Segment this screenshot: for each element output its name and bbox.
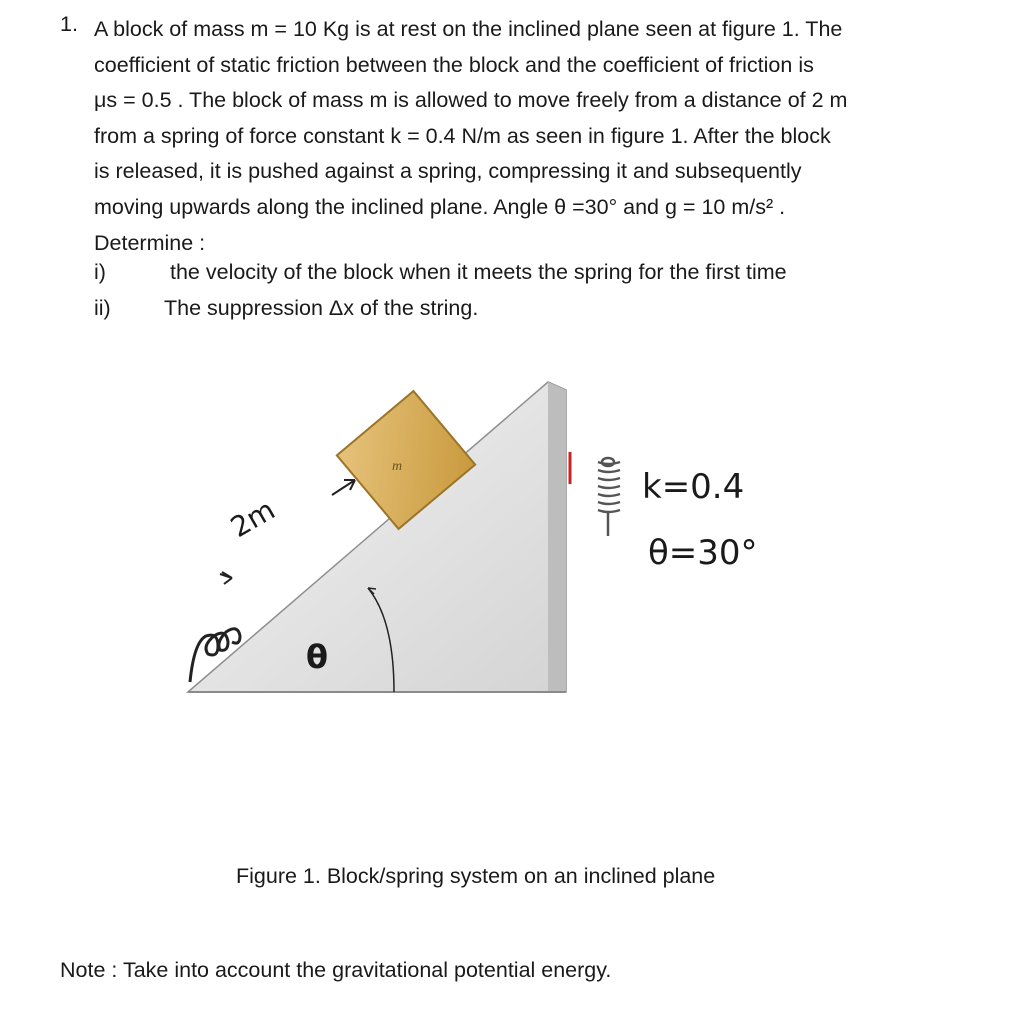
question-line-7: Determine : — [94, 230, 206, 255]
distance-arrow — [220, 572, 232, 584]
block-label: m — [392, 459, 403, 474]
question-line-3: μs = 0.5 . The block of mass m is allowed to move freely from a distance of 2 m — [94, 88, 848, 113]
question-line-4: from a spring of force constant k = 0.4 N/m as seen in figure 1. After the block — [94, 123, 831, 148]
subpart-label-ii: ii) — [94, 296, 111, 320]
note-text: Note : Take into account the gravitational potential energy. — [60, 958, 612, 982]
incline-wedge-side — [548, 382, 566, 692]
annotation-k: k=0.4 — [642, 467, 745, 507]
question-line-5: is released, it is pushed against a spring, compressing it and subsequently — [94, 159, 802, 184]
figure-caption: Figure 1. Block/spring system on an inclined plane — [236, 864, 716, 888]
subpart-text-i: the velocity of the block when it meets the spring for the first time — [170, 260, 787, 284]
subpart-text-ii: The suppression Δx of the string. — [164, 296, 479, 320]
question-line-6: moving upwards along the inclined plane. Angle θ =30° and g = 10 m/s² . — [94, 194, 786, 219]
distance-arrow-right — [332, 480, 355, 495]
question-line-2: coefficient of static friction between the block and the coefficient of friction is — [94, 52, 814, 77]
annotation-theta: θ=30° — [648, 533, 758, 573]
spring-hanging — [598, 458, 620, 536]
question-line-1: A block of mass m = 10 Kg is at rest on the inclined plane seen at figure 1. The — [94, 17, 843, 41]
distance-label: 2m — [225, 492, 281, 545]
figure-inclined-plane — [180, 340, 840, 720]
angle-label: θ — [306, 638, 328, 676]
question-text — [94, 12, 974, 261]
subpart-label-i: i) — [94, 260, 106, 284]
question-number: 1. — [60, 12, 78, 36]
